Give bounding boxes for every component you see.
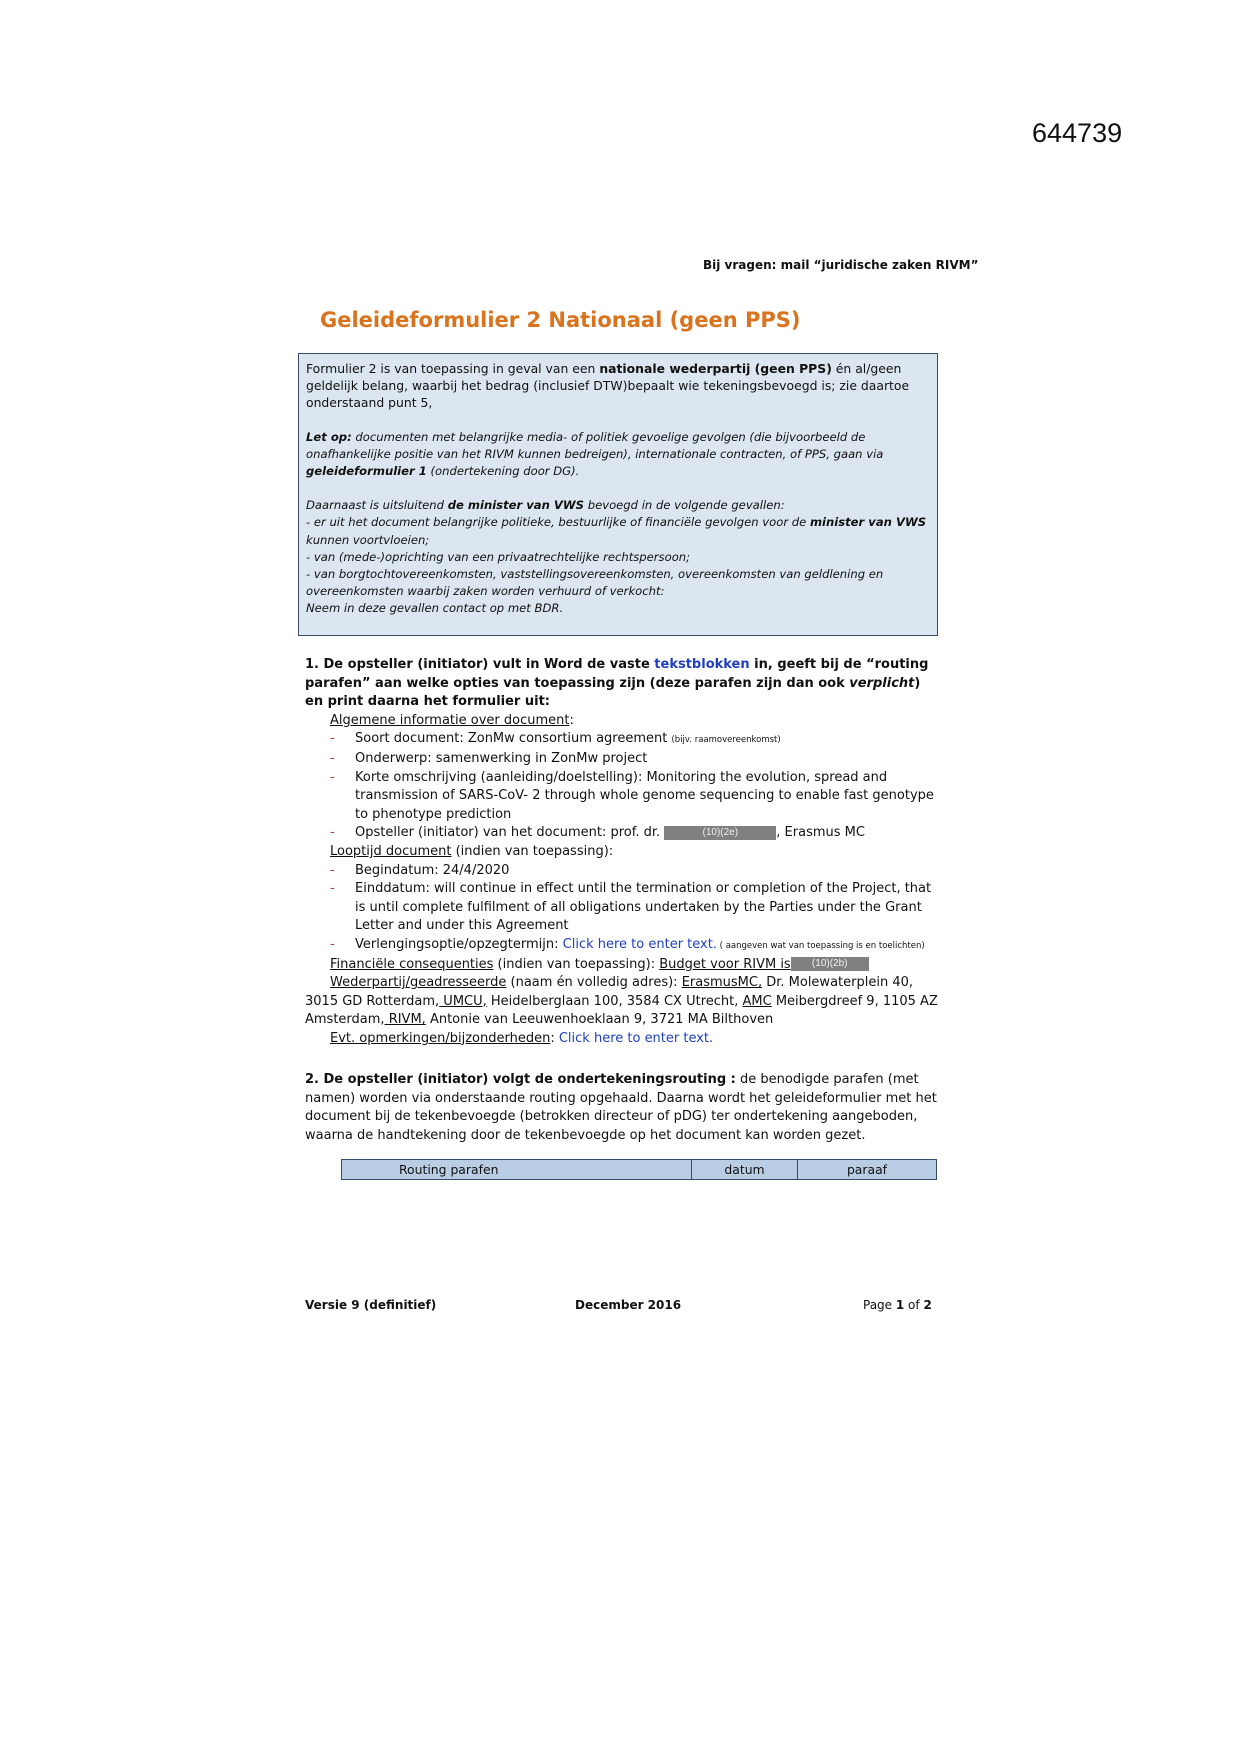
dash-bullet: - bbox=[330, 862, 335, 878]
remarks-line bbox=[305, 1030, 941, 1049]
list-item-verlenging bbox=[305, 936, 941, 956]
verlenging-input[interactable]: Click here to enter text. bbox=[562, 936, 717, 952]
address-text: Dr. Molewaterplein 40, 3015 GD Rotterdam, bbox=[305, 975, 913, 1009]
address-text: Heidelberglaan 100, 3584 CX Utrecht, bbox=[486, 993, 743, 1009]
section-2 bbox=[305, 1071, 941, 1145]
item-text: Onderwerp: samenwerking in ZonMw project bbox=[355, 750, 648, 766]
footer-version: Versie 9 (definitief) bbox=[305, 1298, 437, 1312]
item-text: Einddatum: will continue in effect until the termination or completion of the Project, that is until complete fulfilment of all obligations undertaken by the Parties under the Grant Letter and under this Agreement bbox=[355, 881, 932, 934]
routing-table-header bbox=[341, 1159, 937, 1180]
info-paragraph-1 bbox=[306, 360, 930, 412]
info-text: bevoegd in de volgende gevallen: bbox=[584, 498, 785, 513]
section-2-rest: de benodigde parafen (met namen) worden via onderstaande routing opgehaald. Daarna wordt het geleideformulier met het document bij de tekenbevoegde (betrokken directeur of pDG) ter ondertekening aangeboden, waarna de handtekening door de tekenbevoegde op het document kan worden gezet. bbox=[305, 1072, 937, 1143]
org-name: RIVM, bbox=[384, 1012, 426, 1028]
page-label: Page bbox=[863, 1298, 896, 1312]
info-text: kunnen voortvloeien; bbox=[306, 532, 430, 547]
redaction-box: (10)(2b) bbox=[791, 957, 869, 971]
page-of: of bbox=[904, 1298, 924, 1312]
heading-text: Evt. opmerkingen/bijzonderheden bbox=[330, 1030, 551, 1046]
info-bold: nationale wederpartij (geen PPS) bbox=[599, 361, 832, 376]
info-bold: minister van VWS bbox=[809, 515, 927, 530]
heading-colon: : bbox=[550, 1030, 559, 1046]
info-bold: Let op: bbox=[306, 429, 352, 444]
tekstblokken-link[interactable]: tekstblokken bbox=[654, 657, 750, 672]
heading-rest: (indien van toepassing): bbox=[451, 843, 614, 859]
item-hint: (bijv. raamovereenkomst) bbox=[671, 735, 781, 746]
heading-rest: (indien van toepassing): bbox=[493, 956, 660, 972]
dash-bullet: - bbox=[330, 936, 335, 952]
info-bold: geleideformulier 1 bbox=[306, 464, 427, 479]
looptijd-heading bbox=[305, 843, 941, 862]
document-number: 644739 bbox=[1032, 118, 1123, 148]
contact-note: Bij vragen: mail “juridische zaken RIVM” bbox=[703, 258, 979, 272]
address-text: Meibergdreef 9, 1105 AZ Amsterdam, bbox=[305, 993, 938, 1028]
item-text: Korte omschrijving (aanleiding/doelstelling): Monitoring the evolution, spread and transmission of SARS-CoV- 2 through whole genome sequencing to enable fast genotype to phenotype prediction bbox=[355, 769, 934, 822]
list-item-einddatum bbox=[305, 880, 941, 936]
heading-text: Financiële consequenties bbox=[330, 956, 494, 972]
intro-text: in, geeft bij de “routing parafen” aan welke opties van toepassing zijn (deze parafen zijn dan ook bbox=[305, 657, 929, 691]
list-item-onderwerp bbox=[305, 750, 941, 769]
info-paragraph-2 bbox=[306, 429, 930, 481]
dash-bullet: - bbox=[330, 769, 335, 785]
info-box bbox=[298, 353, 938, 636]
footer-page bbox=[863, 1298, 932, 1312]
heading-text: Wederpartij/geadresseerde bbox=[330, 975, 507, 991]
info-text: - er uit het document belangrijke politieke, bestuurlijke of financiële gevolgen voor de bbox=[306, 515, 810, 530]
info-text: Daarnaast is uitsluitend bbox=[306, 498, 448, 513]
info-paragraph-5: - van (mede-)oprichting van een privaatrechtelijke rechtspersoon; bbox=[306, 549, 691, 564]
redaction-box: (10)(2e) bbox=[664, 826, 776, 840]
info-text: én al/geen geldelijk belang, waarbij het bedrag (inclusief DTW)bepaalt wie tekeningsbevoegd is; zie daartoe onderstaand punt 5, bbox=[306, 361, 910, 411]
footer-date: December 2016 bbox=[575, 1298, 682, 1312]
info-paragraph-3 bbox=[306, 497, 930, 514]
dash-bullet: - bbox=[330, 731, 335, 747]
info-paragraph-4 bbox=[306, 514, 930, 548]
routing-col-header: Routing parafen bbox=[399, 1162, 499, 1177]
item-text: Opsteller (initiator) van het document: prof. dr. bbox=[355, 825, 665, 841]
info-text: Formulier 2 is van toepassing in geval van een bbox=[306, 361, 600, 376]
info-bold: de minister van VWS bbox=[447, 498, 585, 513]
org-name: ErasmusMC, bbox=[681, 975, 763, 991]
list-item-korte-omschrijving bbox=[305, 769, 941, 825]
item-text: Begindatum: 24/4/2020 bbox=[355, 862, 510, 878]
dash-bullet: - bbox=[330, 825, 335, 841]
section-1-intro bbox=[305, 656, 941, 712]
paraaf-col-header: paraaf bbox=[797, 1160, 936, 1179]
budget-text: Budget voor RIVM is bbox=[659, 956, 791, 972]
info-paragraph-7: Neem in deze gevallen contact op met BDR. bbox=[306, 601, 564, 616]
heading-text: Algemene informatie over document bbox=[330, 712, 570, 728]
item-hint: ( aangeven wat van toepassing is en toelichten) bbox=[716, 940, 925, 951]
section-2-text bbox=[305, 1071, 941, 1145]
remarks-input[interactable]: Click here to enter text. bbox=[558, 1030, 714, 1046]
heading-text: Looptijd document bbox=[330, 843, 452, 859]
item-text: , Erasmus MC bbox=[776, 825, 865, 841]
org-name: AMC bbox=[742, 993, 772, 1009]
financial-line bbox=[305, 956, 941, 975]
page-number: 1 bbox=[895, 1298, 905, 1312]
org-name: UMCU, bbox=[439, 993, 487, 1009]
list-item-opsteller bbox=[305, 824, 941, 843]
address-text: Antonie van Leeuwenhoeklaan 9, 3721 MA Bilthoven bbox=[425, 1012, 774, 1028]
dash-bullet: - bbox=[330, 750, 335, 766]
counterparty-line bbox=[305, 974, 941, 1030]
info-paragraph-6: - van borgtochtovereenkomsten, vaststellingsovereenkomsten, overeenkomsten van geldlening en overeenkomsten waarbij zaken worden verhuurd of verkocht: bbox=[306, 567, 884, 599]
info-text: (ondertekening door DG). bbox=[426, 464, 580, 479]
dash-bullet: - bbox=[330, 881, 335, 897]
list-item-soort bbox=[305, 730, 941, 750]
intro-text: 1. De opsteller (initiator) vult in Word de vaste bbox=[305, 657, 655, 672]
intro-italic: verplicht bbox=[849, 675, 915, 691]
list-item-begindatum bbox=[305, 862, 941, 881]
date-col-header: datum bbox=[691, 1160, 797, 1179]
section-1 bbox=[305, 656, 941, 1048]
intro-text: ) en print daarna het formulier uit: bbox=[305, 675, 921, 710]
section-2-bold: 2. De opsteller (initiator) volgt de ondertekeningsrouting : bbox=[305, 1072, 736, 1087]
heading-colon: : bbox=[569, 712, 574, 728]
page-total: 2 bbox=[923, 1298, 932, 1312]
form-title: Geleideformulier 2 Nationaal (geen PPS) bbox=[320, 308, 801, 332]
heading-rest: (naam én volledig adres): bbox=[506, 975, 682, 991]
info-text: documenten met belangrijke media- of politiek gevoelige gevolgen (die bijvoorbeeld de onafhankelijke positie van het RIVM kunnen bedreigen), internationale contracten, of PPS, gaan via bbox=[306, 429, 884, 461]
item-text: Soort document: ZonMw consortium agreement bbox=[355, 731, 672, 747]
general-info-heading bbox=[305, 712, 941, 731]
item-text: Verlengingsoptie/opzegtermijn: bbox=[355, 936, 563, 952]
